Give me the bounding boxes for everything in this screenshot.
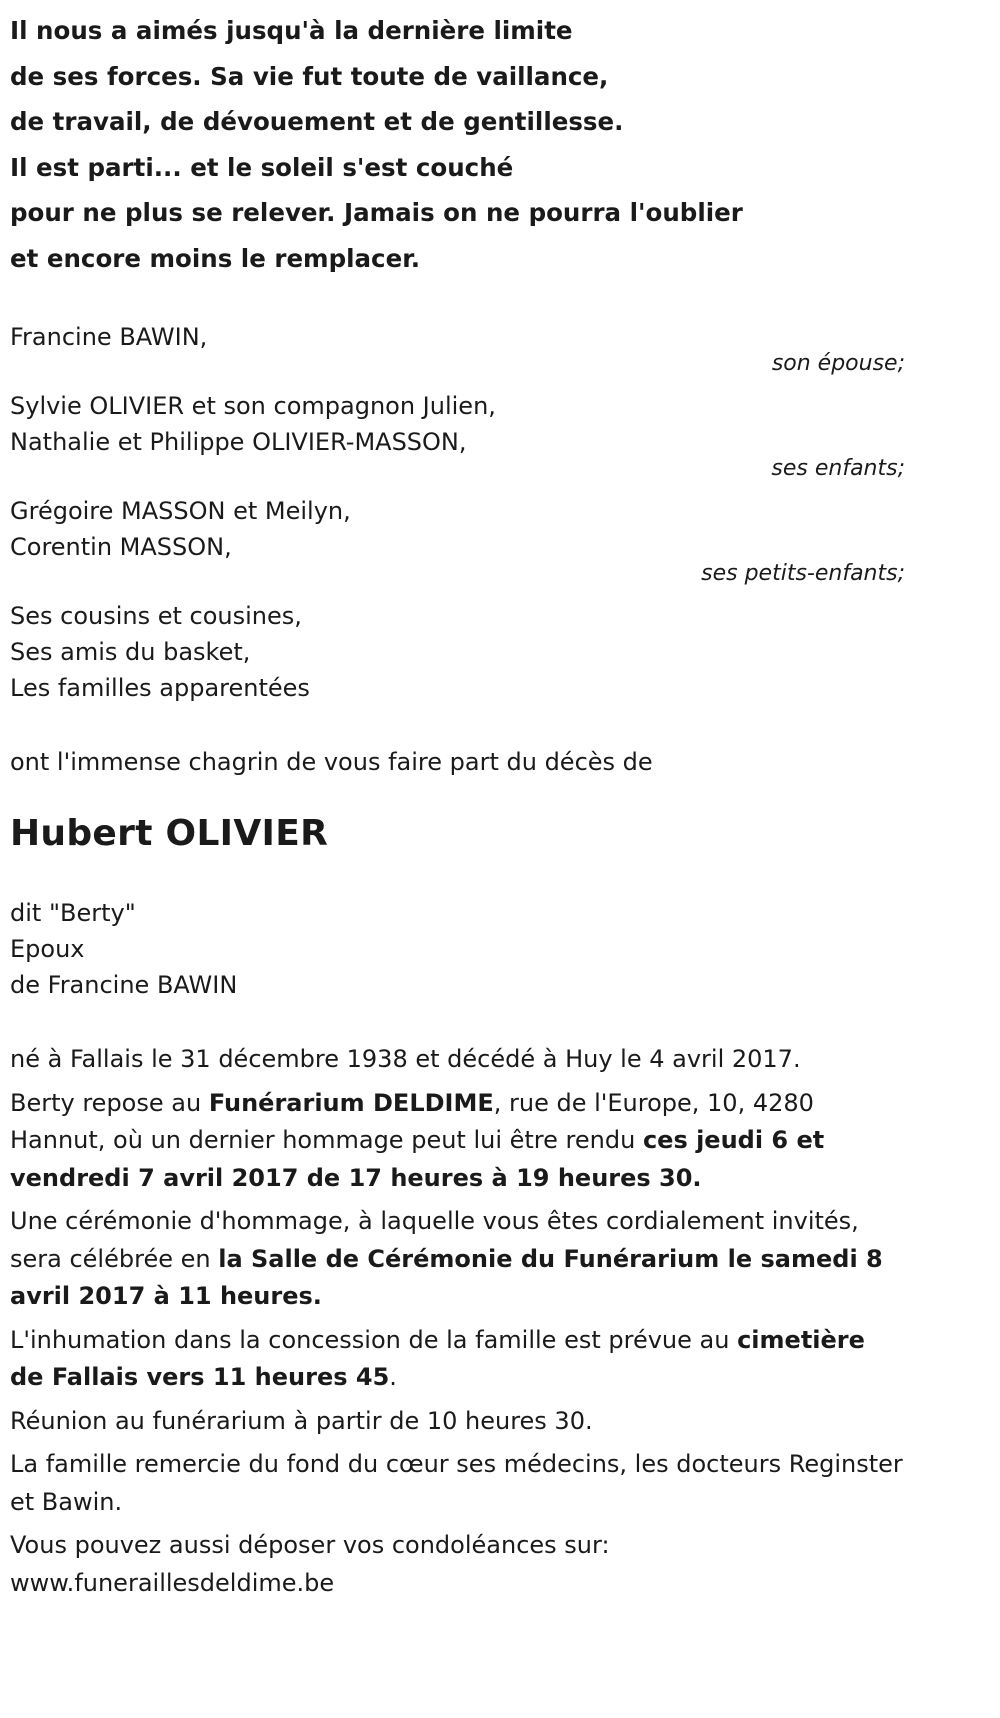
family-others	[10, 598, 905, 706]
family-name: Corentin MASSON,	[10, 533, 232, 561]
repose-text: Berty repose au	[10, 1088, 209, 1117]
family-name: Ses cousins et cousines,	[10, 602, 302, 630]
funerarium-name: Funérarium DELDIME	[208, 1088, 494, 1117]
family-role: ses petits-enfants;	[701, 561, 905, 586]
birth-death-text: né à Fallais le 31 décembre 1938 et décédé à Huy le 4 avril 2017.	[10, 1045, 801, 1073]
poem-line: Il nous a aimés jusqu'à la dernière limite	[10, 16, 573, 45]
family-name: Francine BAWIN,	[10, 323, 208, 351]
website-link[interactable]: www.funeraillesdeldime.be	[10, 1568, 335, 1597]
family-name: Ses amis du basket,	[10, 638, 251, 666]
deceased-info	[10, 895, 905, 1003]
family-role: ses enfants;	[771, 456, 905, 481]
burial-paragraph	[10, 1322, 905, 1397]
obituary-page	[10, 0, 905, 1602]
meeting-text: Réunion au funérarium à partir de 10 heures 30.	[10, 1406, 593, 1435]
ceremony-date: la Salle de Cérémonie du Funérarium le samedi 8 avril 2017 à 11 heures.	[10, 1244, 883, 1310]
deceased-nickname: dit "Berty"	[10, 899, 136, 927]
epitaph-poem	[10, 8, 905, 281]
ceremony-text: Une cérémonie d'hommage, à laquelle vous êtes cordialement invités, sera célébrée en	[10, 1207, 859, 1273]
poem-line: et encore moins le remplacer.	[10, 243, 421, 273]
family-name: Les familles apparentées	[10, 674, 310, 702]
repose-text: , rue de l'Europe, 10, 4280 Hannut, où un dernier hommage peut lui être rendu	[10, 1088, 814, 1154]
poem-line: de ses forces. Sa vie fut toute de vaillance,	[10, 61, 609, 91]
burial-text: L'inhumation dans la concession de la famille est prévue au	[10, 1325, 738, 1354]
burial-text-end: .	[389, 1363, 397, 1391]
condolences-text: Vous pouvez aussi déposer vos condoléances sur:	[10, 1531, 610, 1559]
family-role: son épouse;	[771, 351, 905, 376]
burial-place-time: cimetière de Fallais vers 11 heures 45	[10, 1325, 865, 1391]
family-grandchildren	[10, 493, 905, 589]
ceremony-paragraph	[10, 1203, 905, 1316]
repose-paragraph	[10, 1085, 905, 1198]
family-children	[10, 388, 905, 484]
poem-line: pour ne plus se relever. Jamais on ne pourra l'oublier	[10, 198, 743, 227]
poem-line: Il est parti... et le soleil s'est couché	[10, 152, 514, 182]
deceased-spouse: de Francine BAWIN	[10, 971, 238, 999]
thanks-text: La famille remercie du fond du cœur ses médecins, les docteurs Reginster et Bawin.	[10, 1450, 903, 1516]
family-name: Nathalie et Philippe OLIVIER-MASSON,	[10, 428, 467, 456]
deceased-name: Hubert OLIVIER	[10, 813, 329, 854]
announcement-text: ont l'immense chagrin de vous faire part du décès de	[10, 748, 653, 776]
family-name: Sylvie OLIVIER et son compagnon Julien,	[10, 392, 496, 420]
deceased-relation: Epoux	[10, 935, 85, 963]
family-spouse	[10, 319, 905, 379]
family-name: Grégoire MASSON et Meilyn,	[10, 497, 351, 525]
poem-line: de travail, de dévouement et de gentillesse.	[10, 107, 624, 136]
visiting-hours: ces jeudi 6 et vendredi 7 avril 2017 de 17 heures à 19 heures 30.	[10, 1126, 825, 1192]
